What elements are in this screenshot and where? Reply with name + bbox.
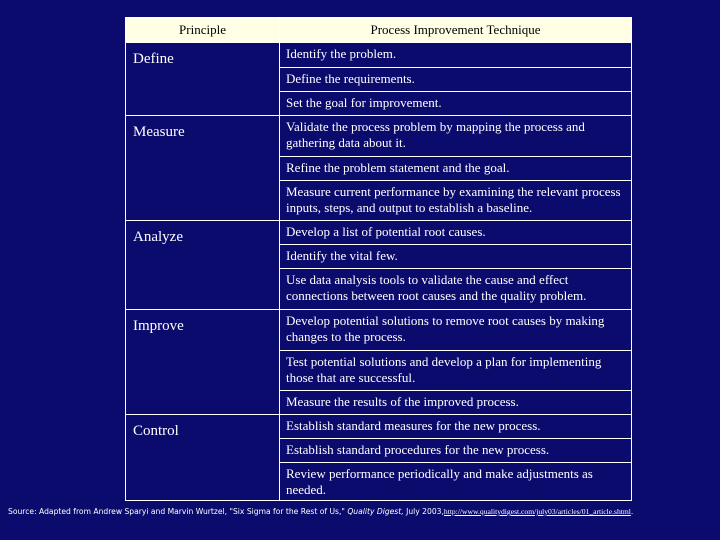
table-row — [126, 221, 632, 245]
technique-header: Process Improvement Technique — [280, 18, 632, 43]
technique-cell: Validate the process problem by mapping the process and gathering data about it. — [280, 116, 632, 157]
principle-define: Define — [126, 43, 280, 116]
principle-measure: Measure — [126, 116, 280, 221]
technique-cell: Measure current performance by examining the relevant process inputs, steps, and output to establish a baseline. — [280, 181, 632, 221]
principle-control: Control — [126, 415, 280, 501]
source-date: July 2003, — [406, 507, 444, 516]
technique-cell: Develop potential solutions to remove root causes by making changes to the process. — [280, 310, 632, 351]
table-row — [126, 43, 632, 68]
technique-cell: Define the requirements. — [280, 68, 632, 92]
table-row — [126, 415, 632, 439]
source-publication: Quality Digest, — [347, 507, 404, 516]
technique-cell: Refine the problem statement and the goal. — [280, 157, 632, 181]
technique-cell: Develop a list of potential root causes. — [280, 221, 632, 245]
principle-analyze: Analyze — [126, 221, 280, 310]
principle-header: Principle — [126, 18, 280, 43]
technique-cell: Identify the vital few. — [280, 245, 632, 269]
source-end: . — [630, 507, 634, 516]
technique-cell: Test potential solutions and develop a plan for implementing those that are successful. — [280, 351, 632, 391]
six-sigma-table — [125, 17, 632, 501]
source-citation — [8, 507, 713, 516]
technique-cell: Identify the problem. — [280, 43, 632, 68]
table-header-row — [126, 18, 632, 43]
technique-cell: Use data analysis tools to validate the cause and effect connections between root causes and the quality problem. — [280, 269, 632, 310]
table-row — [126, 310, 632, 351]
principle-improve: Improve — [126, 310, 280, 415]
technique-cell: Measure the results of the improved process. — [280, 391, 632, 415]
technique-cell: Set the goal for improvement. — [280, 92, 632, 116]
technique-cell: Establish standard procedures for the new process. — [280, 439, 632, 463]
source-prefix: Source: Adapted from Andrew Sparyi and Marvin Wurtzel, "Six Sigma for the Rest of Us," — [8, 507, 345, 516]
technique-cell: Review performance periodically and make adjustments as needed. — [280, 463, 632, 501]
table-row — [126, 116, 632, 157]
technique-cell: Establish standard measures for the new process. — [280, 415, 632, 439]
source-link[interactable]: http://www.qualitydigest.com/july03/articles/01_article.shtml — [443, 507, 631, 516]
